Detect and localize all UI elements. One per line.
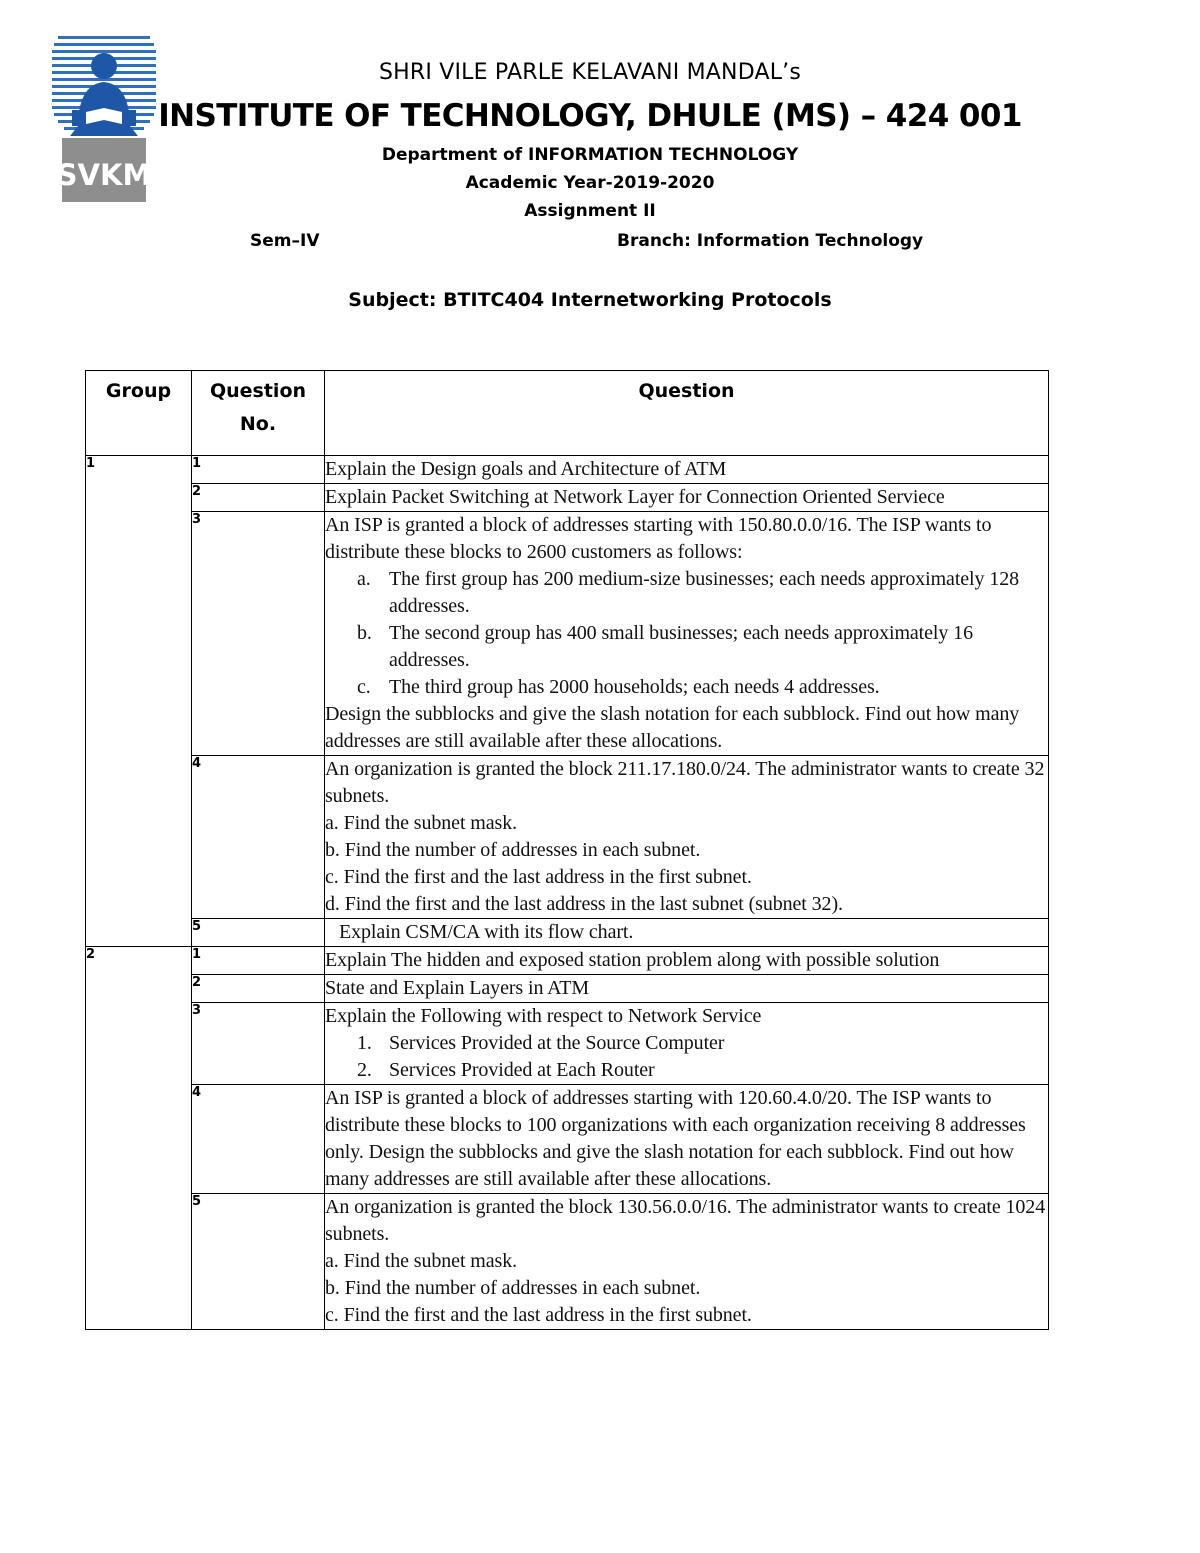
question-number: 2	[192, 484, 325, 512]
group-column-header: Group	[86, 371, 192, 456]
question-line: d. Find the first and the last address in the last subnet (subnet 32).	[325, 893, 843, 915]
trust-name: SHRI VILE PARLE KELAVANI MANDAL’s	[378, 60, 802, 85]
list-item-text: The second group has 400 small businesses; each needs approximately 16 addresses.	[389, 622, 973, 671]
question-line: b. Find the number of addresses in each subnet.	[325, 1277, 701, 1299]
question-line: An ISP is granted a block of addresses starting with 120.60.4.0/20. The ISP wants to distribute these blocks to 100 organizations with each organization receiving 8 addresses only. Design the subblocks and give the slash notation for each subblock. Find out how many addresses are still available after these allocations.	[325, 1087, 1026, 1190]
question-intro: An ISP is granted a block of addresses starting with 150.80.0.0/16. The ISP wants to distribute these blocks to 2600 customers as follows:	[325, 514, 992, 563]
question-line: b. Find the number of addresses in each subnet.	[325, 839, 701, 861]
list-marker: c.	[357, 676, 371, 698]
table-row	[86, 1003, 1049, 1085]
question-text	[325, 1003, 1049, 1085]
semester-label: Sem–IV	[250, 231, 320, 251]
list-marker: a.	[357, 568, 371, 590]
table-row	[86, 756, 1049, 919]
group-label: 1	[86, 456, 192, 947]
question-number: 5	[192, 1194, 325, 1330]
department-name: Department of INFORMATION TECHNOLOGY	[381, 145, 799, 165]
question-line: Explain Packet Switching at Network Layer for Connection Oriented Serviece	[325, 486, 945, 508]
question-number: 1	[192, 947, 325, 975]
question-text	[325, 947, 1049, 975]
list-item-text: Services Provided at the Source Computer	[389, 1032, 725, 1054]
subject-title: Subject: BTITC404 Internetworking Protocols	[348, 289, 832, 311]
question-number: 5	[192, 919, 325, 947]
question-text	[325, 919, 1049, 947]
table-row	[86, 1085, 1049, 1194]
table-row	[86, 484, 1049, 512]
question-table	[85, 370, 1049, 1330]
question-line: c. Find the first and the last address in the first subnet.	[325, 866, 752, 888]
list-marker: 1.	[357, 1032, 372, 1054]
question-text	[325, 1085, 1049, 1194]
list-marker: 2.	[357, 1059, 372, 1081]
list-item	[325, 674, 1048, 701]
list-item	[325, 1030, 1048, 1057]
question-number: 4	[192, 756, 325, 919]
branch-label: Branch: Information Technology	[617, 231, 924, 251]
table-row	[86, 947, 1049, 975]
academic-year: Academic Year-2019-2020	[465, 173, 715, 193]
table-row	[86, 456, 1049, 484]
question-intro: Explain the Following with respect to Network Service	[325, 1005, 762, 1027]
question-line: c. Find the first and the last address in the first subnet.	[325, 1304, 752, 1326]
question-text	[325, 756, 1049, 919]
question-intro: An organization is granted the block 211.17.180.0/24. The administrator wants to create 32 subnets.	[325, 758, 1045, 807]
list-marker: b.	[357, 622, 372, 644]
question-number: 3	[192, 512, 325, 756]
question-line: Explain The hidden and exposed station problem along with possible solution	[325, 949, 940, 971]
table-row	[86, 919, 1049, 947]
question-number: 4	[192, 1085, 325, 1194]
list-item-text: Services Provided at Each Router	[389, 1059, 655, 1081]
question-line: Explain the Design goals and Architecture of ATM	[325, 458, 727, 480]
question-column-header: Question	[325, 371, 1049, 456]
assignment-title: Assignment II	[524, 201, 656, 221]
question-line: Explain CSM/CA with its flow chart.	[339, 921, 634, 943]
question-text	[325, 484, 1049, 512]
table-row	[86, 512, 1049, 756]
question-text	[325, 512, 1049, 756]
question-no-column-header: Question No.	[192, 371, 325, 456]
list-item	[325, 1057, 1048, 1084]
list-item	[325, 620, 1048, 674]
institute-name: INSTITUTE OF TECHNOLOGY, DHULE (MS) – 424 001	[158, 98, 1022, 134]
table-row	[86, 1194, 1049, 1330]
logo-text: SVKM	[56, 158, 152, 192]
question-intro: An organization is granted the block 130.56.0.0/16. The administrator wants to create 1024 subnets.	[325, 1196, 1046, 1245]
group-label: 2	[86, 947, 192, 1330]
question-number: 1	[192, 456, 325, 484]
list-item-text: The first group has 200 medium-size businesses; each needs approximately 128 addresses.	[389, 568, 1020, 617]
table-header-row	[86, 371, 1049, 456]
question-text	[325, 456, 1049, 484]
question-line: a. Find the subnet mask.	[325, 812, 518, 834]
question-line: a. Find the subnet mask.	[325, 1250, 518, 1272]
question-text	[325, 975, 1049, 1003]
question-line: State and Explain Layers in ATM	[325, 977, 590, 999]
question-text	[325, 1194, 1049, 1330]
table-row	[86, 975, 1049, 1003]
question-outro: Design the subblocks and give the slash notation for each subblock. Find out how many addresses are still available after these allocations.	[325, 703, 1020, 752]
list-item-text: The third group has 2000 households; each needs 4 addresses.	[389, 676, 880, 698]
list-item	[325, 566, 1048, 620]
question-number: 3	[192, 1003, 325, 1085]
question-number: 2	[192, 975, 325, 1003]
